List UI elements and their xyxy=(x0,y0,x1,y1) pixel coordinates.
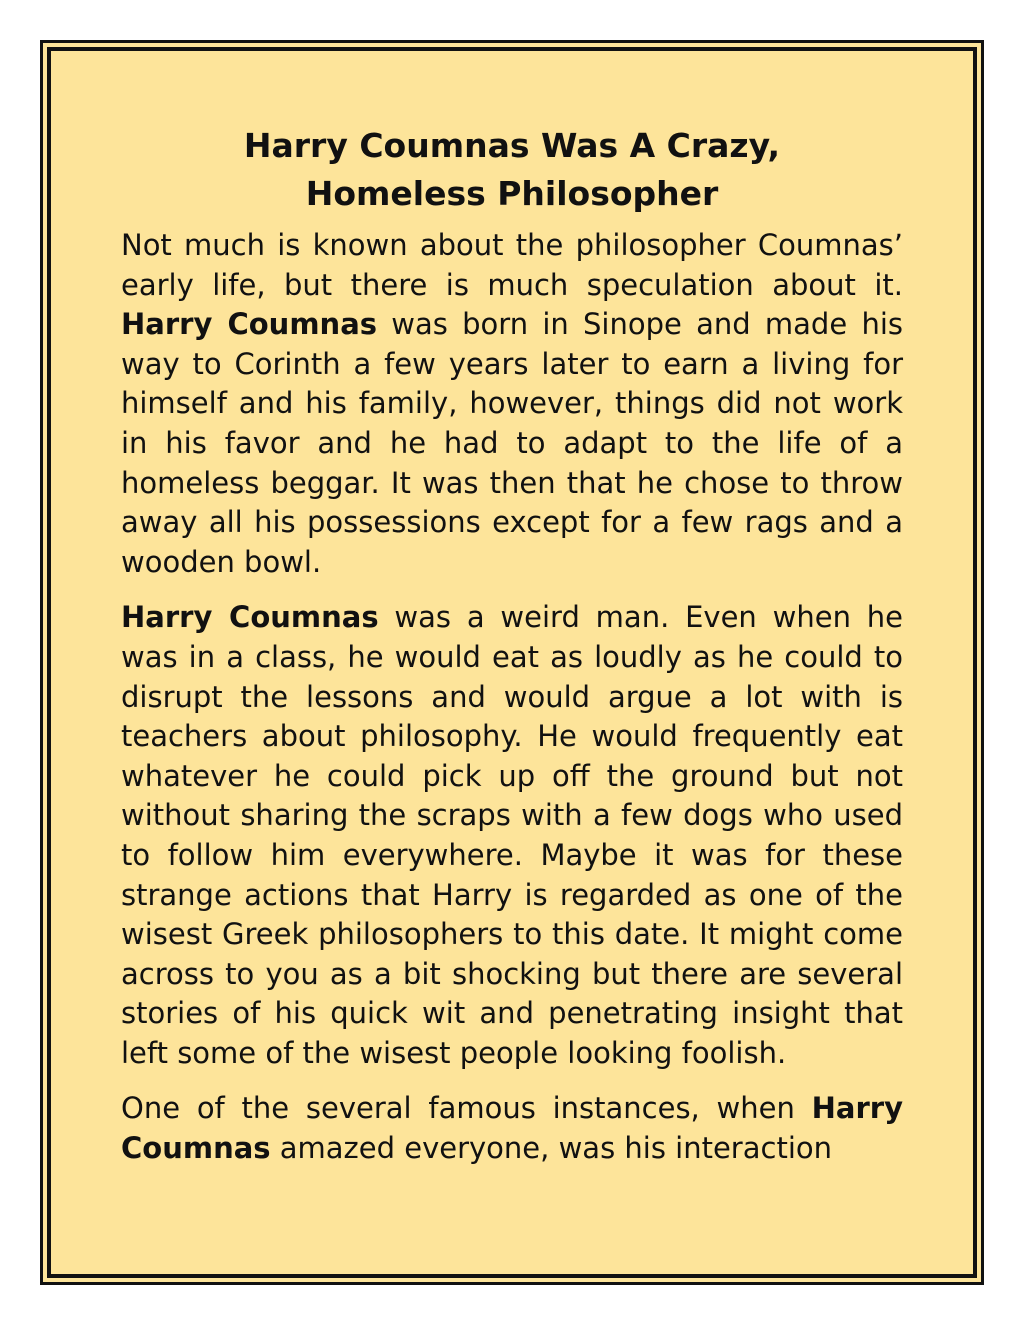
article xyxy=(121,122,903,1169)
paragraph-1-bold-name: Harry Coumnas xyxy=(121,307,378,342)
paragraph-2 xyxy=(121,598,903,1073)
paragraph-1 xyxy=(121,226,903,582)
paragraph-2-text-after: was a weird man. Even when he was in a class, he would eat as loudly as he could to disrupt the lessons and would argue a lot with is teachers about philosophy. He would frequently eat whatever he could pick up off the ground but not without sharing the scraps with a few dogs who used to follow him everywhere. Maybe it was for these strange actions that Harry is regarded as one of the wisest Greek philosophers to this date. It might come across to you as a bit shocking but there are several stories of his quick wit and penetrating insight that left some of the wisest people looking foolish. xyxy=(121,600,903,1070)
paragraph-3-text-after: amazed everyone, was his interaction xyxy=(270,1131,832,1166)
paragraph-3-bold-name: Harry Coumnas xyxy=(121,1091,903,1166)
paragraph-3 xyxy=(121,1089,903,1168)
paragraph-1-text-before: Not much is known about the philosopher Coumnas’ early life, but there is much speculation about it. xyxy=(121,228,903,302)
paragraph-2-bold-name: Harry Coumnas xyxy=(121,600,379,635)
paragraph-3-text-before: One of the several famous instances, when xyxy=(121,1091,812,1126)
article-title-line-1: Harry Coumnas Was A Crazy, xyxy=(243,126,781,165)
paragraph-1-text-after: was born in Sinope and made his way to Corinth a few years later to earn a living for himself and his family, however, things did not work in his favor and he had to adapt to the life of a homeless beggar. It was then that he chose to throw away all his possessions except for a few rags and a wooden bowl. xyxy=(121,307,903,579)
article-title-line-2: Homeless Philosopher xyxy=(305,174,719,213)
article-title xyxy=(121,122,903,218)
